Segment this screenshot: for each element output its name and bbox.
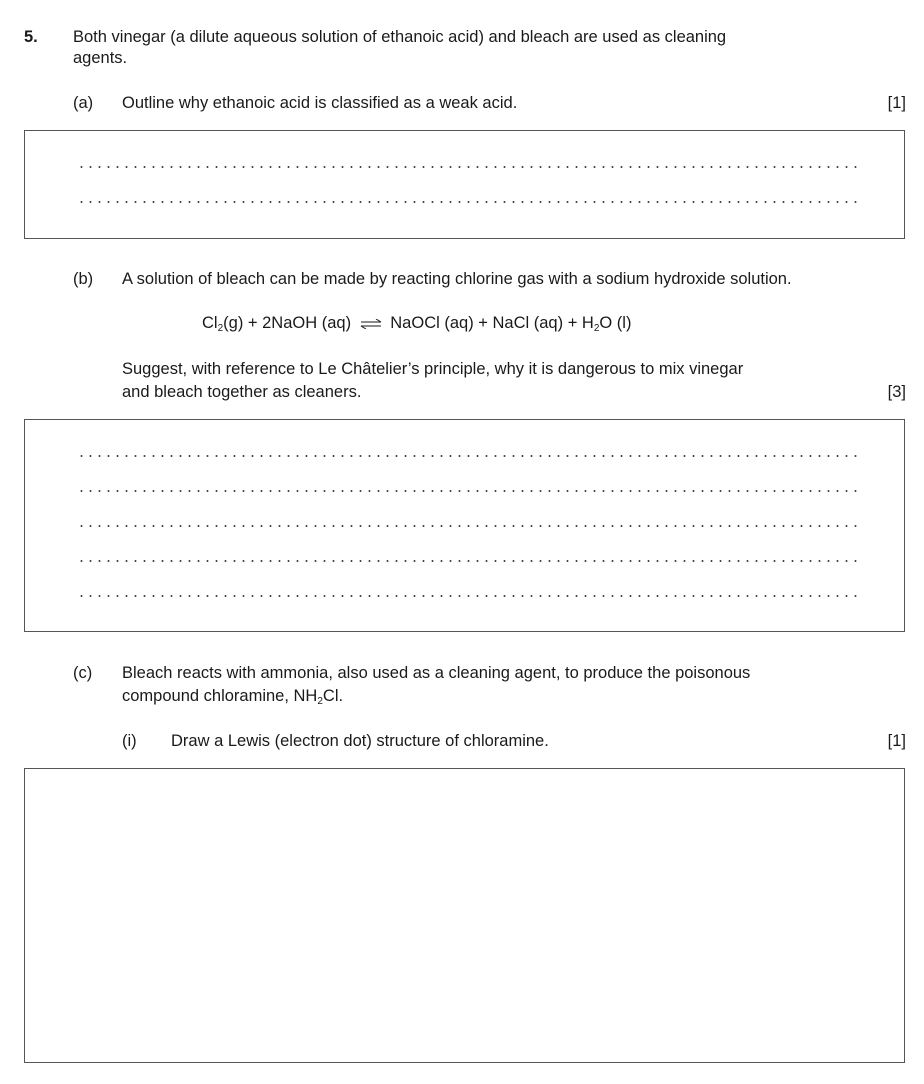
part-c-line2-text: compound chloramine, NH: [122, 687, 318, 705]
answer-line: [77, 201, 857, 203]
part-c-i-question: Draw a Lewis (electron dot) structure of chloramine.: [171, 732, 549, 750]
part-c-i-label: (i): [122, 732, 137, 750]
question-number: 5.: [24, 28, 38, 46]
answer-line: [77, 525, 857, 527]
part-a-answer-box[interactable]: [24, 130, 905, 239]
answer-line: [77, 166, 857, 168]
part-c-label: (c): [73, 664, 93, 682]
part-b-marks: [3]: [887, 383, 906, 401]
part-a-question: Outline why ethanoic acid is classified as a weak acid.: [122, 94, 518, 112]
answer-line: [77, 490, 857, 492]
eq-reactants: (g) + 2NaOH (aq): [223, 314, 352, 332]
eq-products: NaOCl (aq) + NaCl (aq) + H: [390, 314, 594, 332]
part-c-line1: Bleach reacts with ammonia, also used as a cleaning agent, to produce the poisonous: [122, 664, 751, 682]
part-c-line2-end: Cl.: [322, 687, 344, 705]
part-b-answer-box[interactable]: [24, 419, 905, 632]
eq-water-subscript: 2: [593, 323, 600, 334]
part-a-label: (a): [73, 94, 94, 112]
part-b-suggest-line2: and bleach together as cleaners.: [122, 383, 362, 401]
part-b-question: A solution of bleach can be made by reacting chlorine gas with a sodium hydroxide solution.: [122, 270, 792, 288]
chemical-equation: [202, 313, 631, 334]
eq-chlorine-subscript: 2: [217, 323, 224, 334]
answer-line: [77, 595, 857, 597]
part-c-line2: [122, 686, 343, 707]
equilibrium-arrow-icon: [360, 319, 382, 329]
part-c-i-marks: [1]: [887, 732, 906, 750]
part-b-label: (b): [73, 270, 94, 288]
eq-chlorine: Cl: [202, 314, 218, 332]
question-intro-line2: agents.: [73, 49, 128, 67]
part-c-subscript: 2: [317, 696, 323, 707]
answer-line: [77, 455, 857, 457]
answer-line: [77, 560, 857, 562]
part-c-i-drawing-box[interactable]: [24, 768, 905, 1063]
part-a-marks: [1]: [887, 94, 906, 112]
question-intro-line1: Both vinegar (a dilute aqueous solution of ethanoic acid) and bleach are used as cleaning: [73, 28, 727, 46]
eq-water: O (l): [599, 314, 632, 332]
part-b-suggest-line1: Suggest, with reference to Le Châtelier’s principle, why it is dangerous to mix vinegar: [122, 360, 744, 378]
